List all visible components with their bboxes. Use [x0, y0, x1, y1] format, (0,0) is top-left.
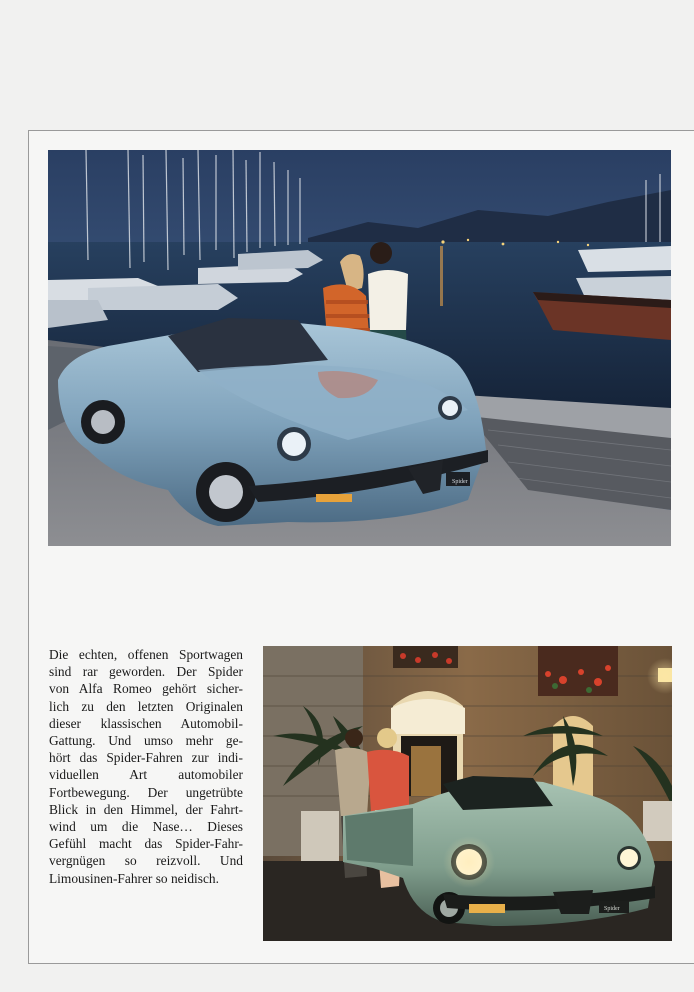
text-line: von Alfa Romeo gehört sicher- — [49, 681, 243, 697]
article-paragraph — [49, 646, 243, 887]
harbour-car-photo — [48, 150, 671, 546]
text-line: viduellen Art automobiler — [49, 767, 243, 783]
text-line: Blick in den Himmel, der Fahrt- — [49, 801, 243, 817]
night-scene-car-photo — [263, 646, 672, 941]
text-line: Limousinen-Fahrer so neidisch. — [49, 870, 219, 886]
text-line: hört das Spider-Fahren zur indi- — [49, 750, 243, 766]
text-line: wind um die Nase… Dieses — [49, 819, 243, 835]
text-line: Fortbewegung. Der ungetrübte — [49, 784, 243, 800]
text-line: vergnügen so reizvoll. Und — [49, 853, 243, 869]
text-line: Die echten, offenen Sportwagen — [49, 647, 243, 662]
text-line: lich zu den letzten Originalen — [49, 698, 243, 714]
top-plate-text: Spider — [452, 479, 468, 485]
bottom-plate-text: Spider — [604, 906, 620, 912]
text-line: Gattung. Und umso mehr ge- — [49, 733, 243, 749]
text-line: sind rar geworden. Der Spider — [49, 664, 243, 680]
text-line: dieser klassischen Automobil- — [49, 715, 243, 731]
text-line: Gefühl macht das Spider-Fahr- — [49, 836, 243, 852]
